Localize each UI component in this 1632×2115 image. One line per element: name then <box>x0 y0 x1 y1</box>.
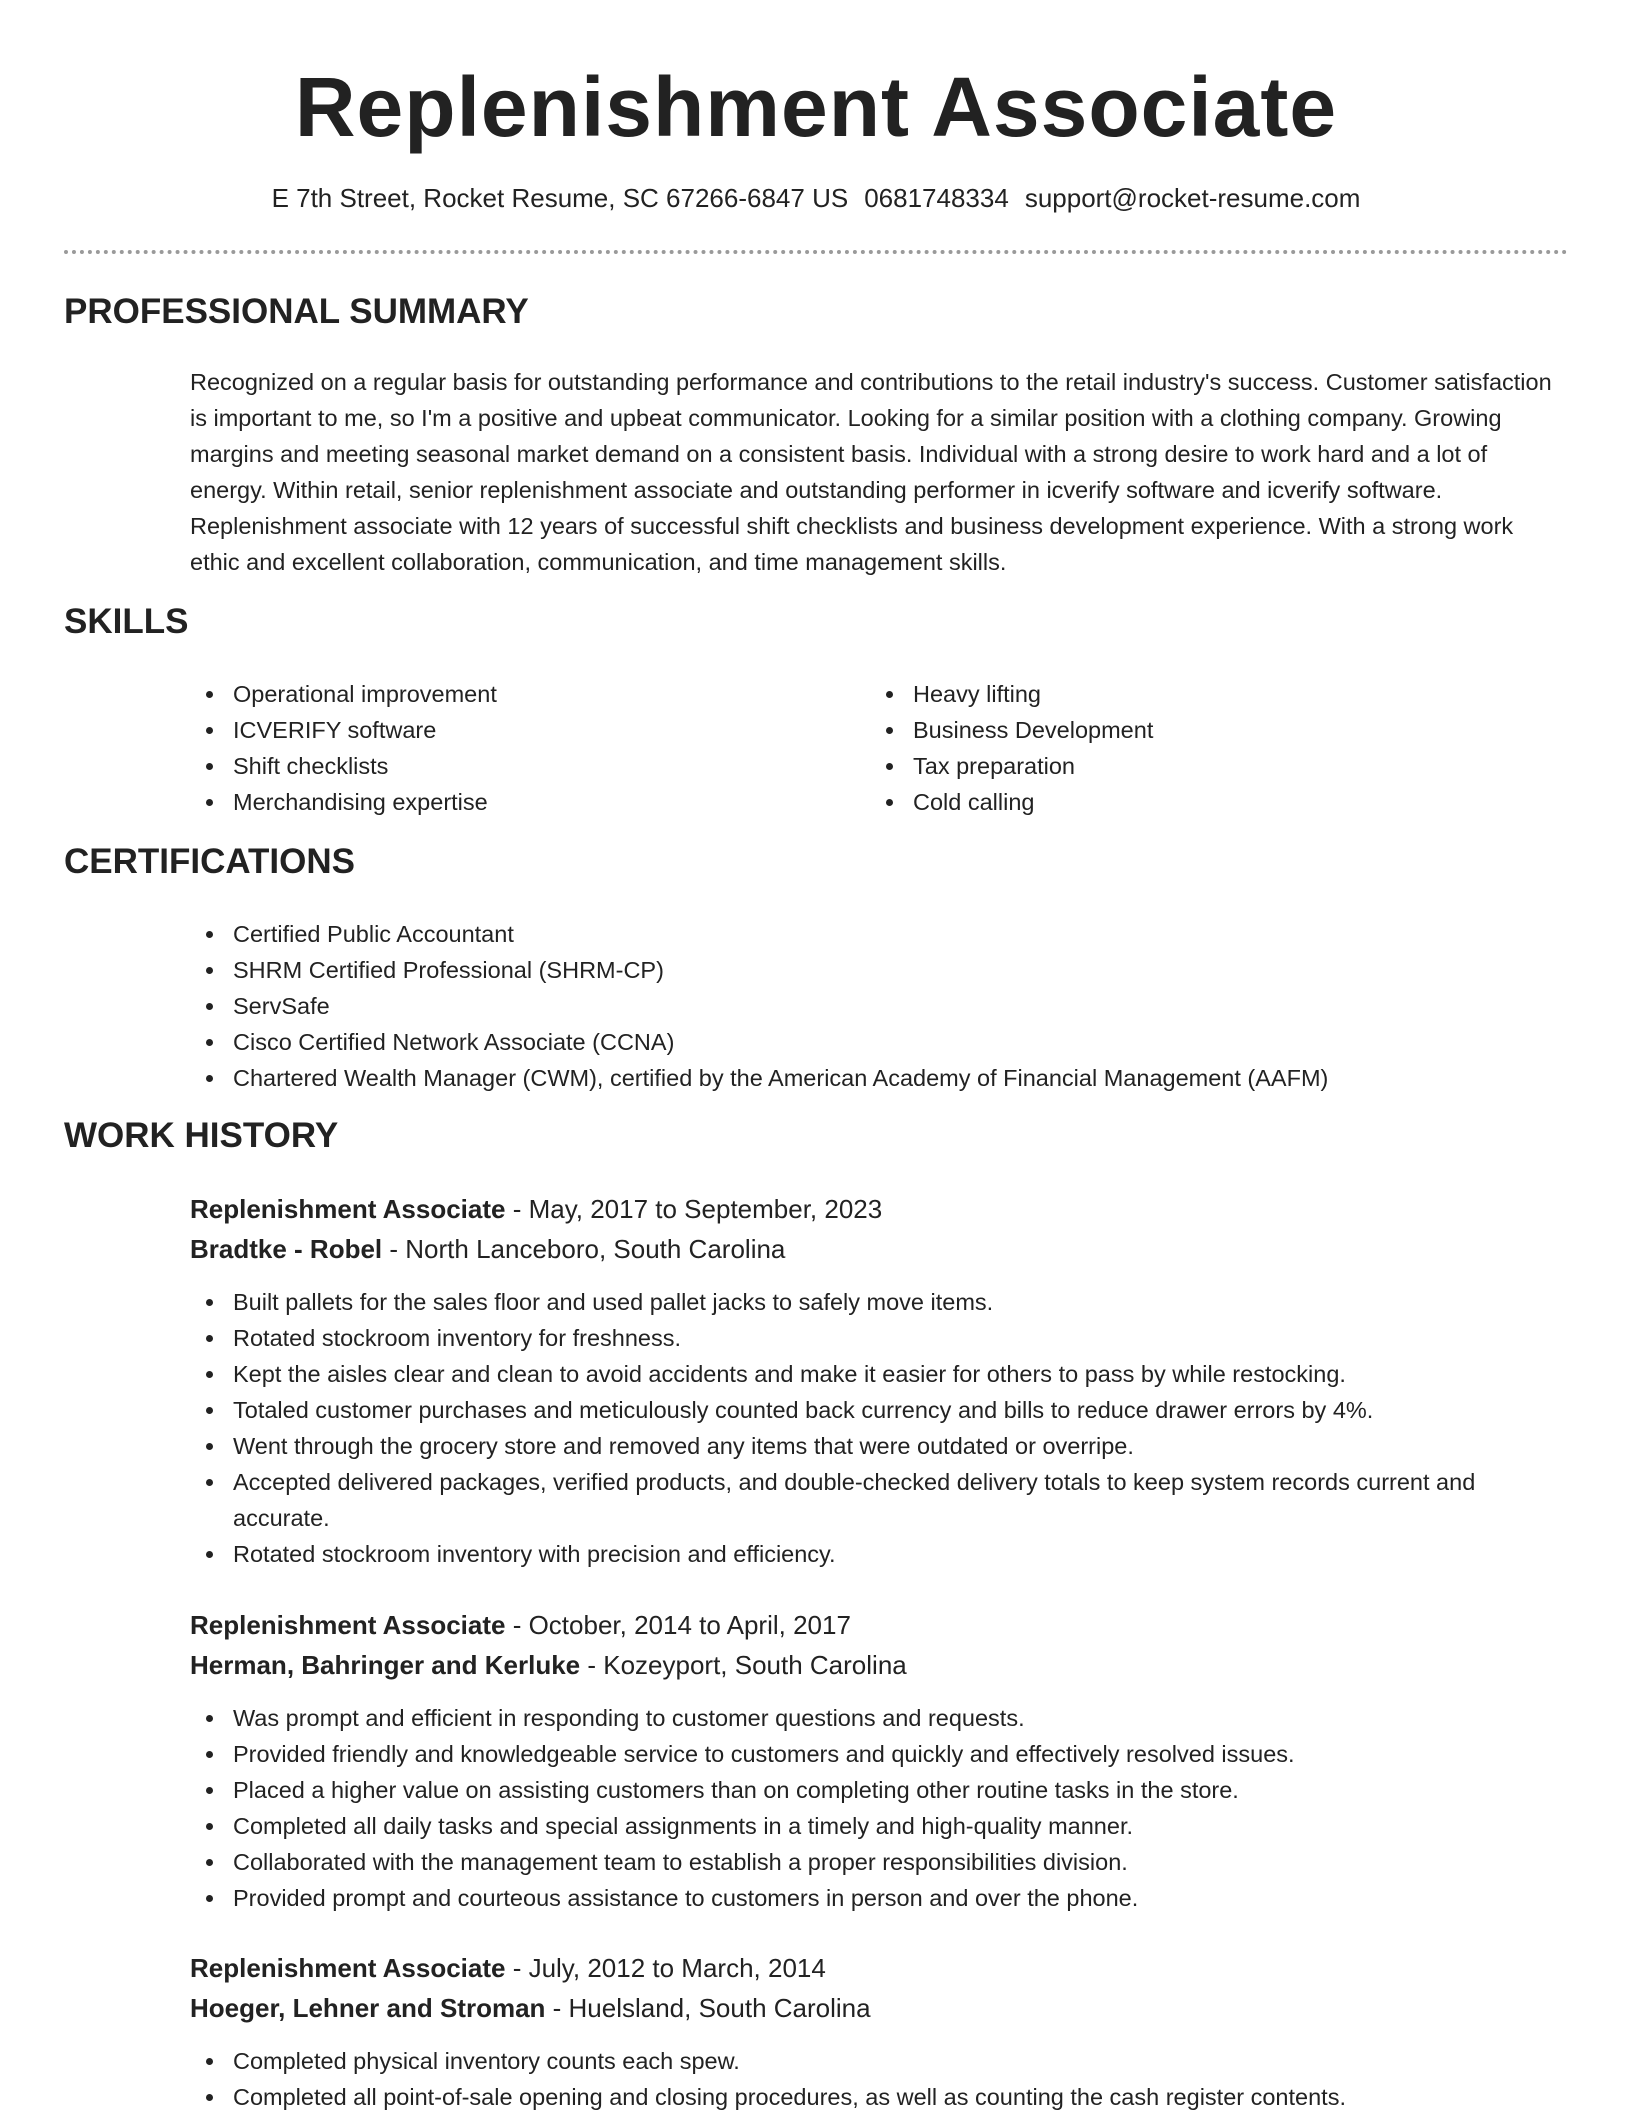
job-bullet: Provided friendly and knowledgeable service to customers and quickly and effectively resolved issues. <box>190 1736 1570 1772</box>
certification-item: ServSafe <box>190 988 1570 1024</box>
job-bullet: Kept the aisles clear and clean to avoid accidents and make it easier for others to pass by while restocking. <box>190 1356 1570 1392</box>
job-bullet: Provided prompt and courteous assistance to customers in person and over the phone. <box>190 1880 1570 1916</box>
job-bullet: Rotated stockroom inventory for freshness. <box>190 1320 1570 1356</box>
skill-item: Heavy lifting <box>870 676 1530 712</box>
certification-item: Certified Public Accountant <box>190 916 1570 952</box>
job-bullet: Completed physical inventory counts each spew. <box>190 2043 1570 2079</box>
contact-email: support@rocket-resume.com <box>1024 183 1361 213</box>
job-role: Replenishment Associate <box>190 1610 506 1640</box>
job-bullet: Accepted delivered packages, verified products, and double-checked delivery totals to keep system records current and accurate. <box>190 1464 1570 1536</box>
certification-item: Cisco Certified Network Associate (CCNA) <box>190 1024 1570 1060</box>
contact-phone: 0681748334 <box>864 183 1009 213</box>
job-role: Replenishment Associate <box>190 1194 506 1224</box>
job-company-line <box>190 1988 871 2028</box>
skill-item: Merchandising expertise <box>190 784 850 820</box>
contact-address: E 7th Street, Rocket Resume, SC 67266-6847 US <box>271 183 849 213</box>
job-location: - Kozeyport, South Carolina <box>580 1650 907 1680</box>
job-bullet: Built pallets for the sales floor and used pallet jacks to safely move items. <box>190 1284 1570 1320</box>
job-company: Hoeger, Lehner and Stroman <box>190 1993 546 2023</box>
job-location: - North Lanceboro, South Carolina <box>382 1234 786 1264</box>
job-bullet: Totaled customer purchases and meticulously counted back currency and bills to reduce drawer errors by 4%. <box>190 1392 1570 1428</box>
summary-text: Recognized on a regular basis for outstanding performance and contributions to the retail industry's success. Customer satisfaction is important to me, so I'm a positive and upbeat communicator. Looking for a similar position with a clothing company. Growing margins and meeting seasonal market demand on a consistent basis. Individual with a strong desire to work hard and a lot of energy. Within retail, senior replenishment associate and outstanding performer in icverify software and icverify software. Replenishment associate with 12 years of successful shift checklists and business development experience. With a strong work ethic and excellent collaboration, communication, and time management skills. <box>190 369 1552 575</box>
job-bullet: Rotated stockroom inventory with precision and efficiency. <box>190 1536 1570 1572</box>
job-company-line <box>190 1645 907 1685</box>
job-bullet: Placed a higher value on assisting customers than on completing other routine tasks in the store. <box>190 1772 1570 1808</box>
job-bullet: Collaborated with the management team to establish a proper responsibilities division. <box>190 1844 1570 1880</box>
certifications-heading: CERTIFICATIONS <box>64 842 356 881</box>
work-history-heading: WORK HISTORY <box>64 1116 339 1155</box>
header-divider <box>64 250 1568 254</box>
job-bullet: Went through the grocery store and removed any items that were outdated or overripe. <box>190 1428 1570 1464</box>
job-dates: - May, 2017 to September, 2023 <box>505 1194 883 1224</box>
certifications-list <box>190 916 1570 1096</box>
job-role: Replenishment Associate <box>190 1953 506 1983</box>
skills-heading: SKILLS <box>64 602 189 641</box>
job-company-line <box>190 1229 785 1269</box>
job-location: - Huelsland, South Carolina <box>545 1993 871 2023</box>
certification-item: Chartered Wealth Manager (CWM), certified by the American Academy of Financial Management (AAFM) <box>190 1060 1570 1096</box>
job-bullet: Completed all daily tasks and special assignments in a timely and high-quality manner. <box>190 1808 1570 1844</box>
contact-line <box>0 180 1632 216</box>
skill-item: Tax preparation <box>870 748 1530 784</box>
job-bullet: Was prompt and efficient in responding to customer questions and requests. <box>190 1700 1570 1736</box>
job-bullets <box>190 1700 1570 1916</box>
job-dates: - July, 2012 to March, 2014 <box>505 1953 826 1983</box>
skill-item: Cold calling <box>870 784 1530 820</box>
summary-heading: PROFESSIONAL SUMMARY <box>64 292 529 331</box>
skill-item: Shift checklists <box>190 748 850 784</box>
skills-list-left <box>190 676 850 820</box>
skill-item: Business Development <box>870 712 1530 748</box>
skills-list-right <box>870 676 1530 820</box>
skill-item: ICVERIFY software <box>190 712 850 748</box>
certification-item: SHRM Certified Professional (SHRM-CP) <box>190 952 1570 988</box>
job-bullets <box>190 1284 1570 1572</box>
job-title-line <box>190 1948 826 1988</box>
job-company: Bradtke - Robel <box>190 1234 383 1264</box>
job-company: Herman, Bahringer and Kerluke <box>190 1650 581 1680</box>
skill-item: Operational improvement <box>190 676 850 712</box>
job-bullets <box>190 2043 1570 2115</box>
job-title-line <box>190 1605 851 1645</box>
job-bullet: Completed all point-of-sale opening and closing procedures, as well as counting the cash register contents. <box>190 2079 1570 2115</box>
job-dates: - October, 2014 to April, 2017 <box>505 1610 851 1640</box>
job-title-line <box>190 1189 882 1229</box>
resume-name: Replenishment Associate <box>294 60 1338 154</box>
